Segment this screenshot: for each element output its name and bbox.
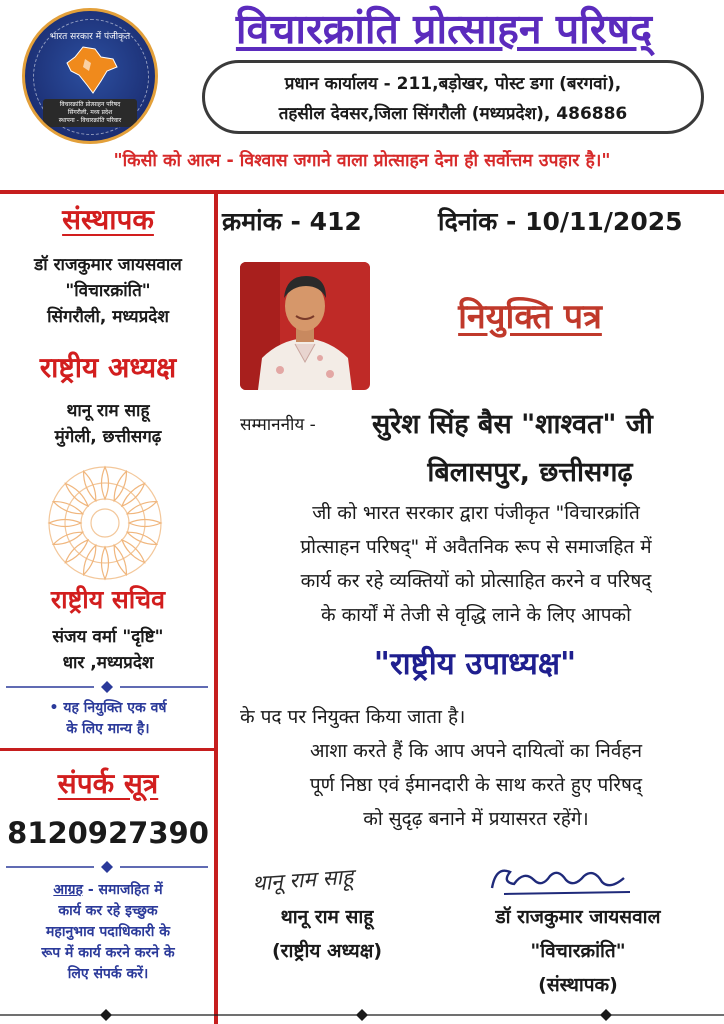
ornamental-divider [6, 680, 208, 694]
founder-sign-name: डॉ राजकुमार जायसवाल [495, 906, 661, 928]
president-place: मुंगेली, छत्तीसगढ़ [54, 427, 162, 447]
founder-sign-alias: "विचारक्रांति" [530, 940, 626, 962]
validity-line-1: • यह नियुक्ति एक वर्ष [49, 700, 167, 716]
appeal-line-4: रूप में कार्य करने करने के [41, 945, 175, 961]
recipient-name: सुरेश सिंह बैस "शाश्वत" जी [372, 409, 653, 440]
letter-title: नियुक्ति पत्र [458, 297, 602, 337]
logo-inner-text [43, 99, 137, 127]
letter-date: दिनांक - 10/11/2025 [438, 207, 683, 236]
secretary-heading: राष्ट्रीय सचिव [50, 585, 166, 614]
closing-line-1: आशा करते हैं कि आप अपने दायित्वों का निर्वहन [309, 740, 643, 762]
body-line-2: प्रोत्साहन परिषद्" में अवैतनिक रूप से समाजहित में [300, 536, 652, 558]
secretary-place: धार ,मध्यप्रदेश [62, 653, 154, 673]
honor-label: सम्माननीय - [240, 415, 316, 435]
bottom-ornament [0, 1008, 724, 1022]
appeal-line-3: महानुभाव पदाधिकारी के [46, 924, 170, 940]
validity-line-2: के लिए मान्य है। [66, 721, 150, 737]
president-sign-role: (राष्ट्रीय अध्यक्ष) [271, 940, 382, 962]
appeal-word: आग्रह [53, 882, 83, 898]
recipient-place: बिलासपुर, छत्तीसगढ़ [427, 457, 633, 488]
founder-heading: संस्थापक [62, 203, 154, 236]
logo-inner-line-2: सिंगरौली, मध्य प्रदेश [67, 109, 113, 116]
serial-number: क्रमांक - 412 [222, 207, 362, 236]
motto-quote: "किसी को आत्म - विश्वास जगाने वाला प्रोत्साहन देना ही सर्वोत्तम उपहार है।" [113, 151, 611, 171]
body-line-1: जी को भारत सरकार द्वारा पंजीकृत "विचारक्रांति [312, 502, 640, 524]
logo-top-text: भारत सरकार में पंजीकृत [49, 32, 131, 42]
founder-alias: "विचारक्रांति" [65, 281, 151, 301]
logo-inner-line-3: स्थापना - विचारक्रांति परिवार [58, 117, 122, 124]
sidebar-divider-contact [0, 748, 216, 751]
organization-title: विचारक्रांति प्रोत्साहन परिषद् [235, 5, 653, 53]
secretary-name: संजय वर्मा "दृष्टि" [52, 627, 164, 647]
appointed-post: "राष्ट्रीय उपाध्यक्ष" [373, 646, 577, 682]
ornamental-divider-2 [6, 860, 208, 874]
contact-heading: संपर्क सूत्र [57, 767, 159, 800]
president-sign-name: थानू राम साहू [280, 906, 374, 928]
founder-sign-role: (संस्थापक) [538, 974, 618, 996]
founder-signature [484, 858, 634, 902]
mandala-ornament-icon [40, 458, 170, 588]
address-line-2: तहसील देवसर,जिला सिंगरौली (मध्यप्रदेश), 486886 [278, 104, 628, 124]
portrait-illustration [240, 262, 370, 390]
president-sign-block [232, 900, 422, 968]
appeal-note [0, 880, 216, 985]
appeal-line-1: - समाजहित में [82, 882, 163, 898]
president-signature: थानू राम साहू [251, 864, 354, 896]
validity-note [0, 698, 216, 740]
president-info [0, 398, 216, 450]
appeal-line-2: कार्य कर रहे इच्छुक [58, 903, 158, 919]
closing-line-2: पूर्ण निष्ठा एवं ईमानदारी के साथ करते हुए परिषद् [309, 774, 643, 796]
contact-number[interactable]: 8120927390 [7, 816, 209, 850]
president-name: थानू राम साहू [66, 401, 150, 421]
closing-line-3: को सुदृढ़ बनाने में प्रयासरत रहेंगे। [363, 808, 589, 830]
recipient-photo [240, 262, 370, 390]
organization-logo [22, 8, 158, 144]
secretary-info [0, 624, 216, 676]
founder-place: सिंगरौली, मध्यप्रदेश [47, 307, 169, 327]
header-divider-line [0, 190, 724, 194]
founder-name: डॉ राजकुमार जायसवाल [34, 255, 182, 275]
closing-text [236, 734, 716, 836]
appeal-line-5: लिए संपर्क करें। [67, 966, 149, 982]
body-line-3: कार्य कर रहे व्यक्तियों को प्रोत्साहित करने व परिषद् [300, 570, 652, 592]
founder-sign-block [440, 900, 716, 1002]
founder-info [0, 252, 216, 330]
address-box [202, 60, 704, 134]
logo-inner-line-1: विचारक्रांति प्रोत्साहन परिषद [59, 101, 121, 108]
body-line-4: के कार्यों में तेजी से वृद्धि लाने के लिए आपको [320, 604, 632, 626]
address-line-1: प्रधान कार्यालय - 211,बड़ोखर, पोस्ट डगा (बरगवां), [284, 74, 622, 94]
president-heading: राष्ट्रीय अध्यक्ष [39, 351, 177, 384]
after-post-line: के पद पर नियुक्त किया जाता है। [240, 706, 466, 728]
india-map-icon [61, 45, 121, 95]
letter-body [236, 496, 716, 632]
